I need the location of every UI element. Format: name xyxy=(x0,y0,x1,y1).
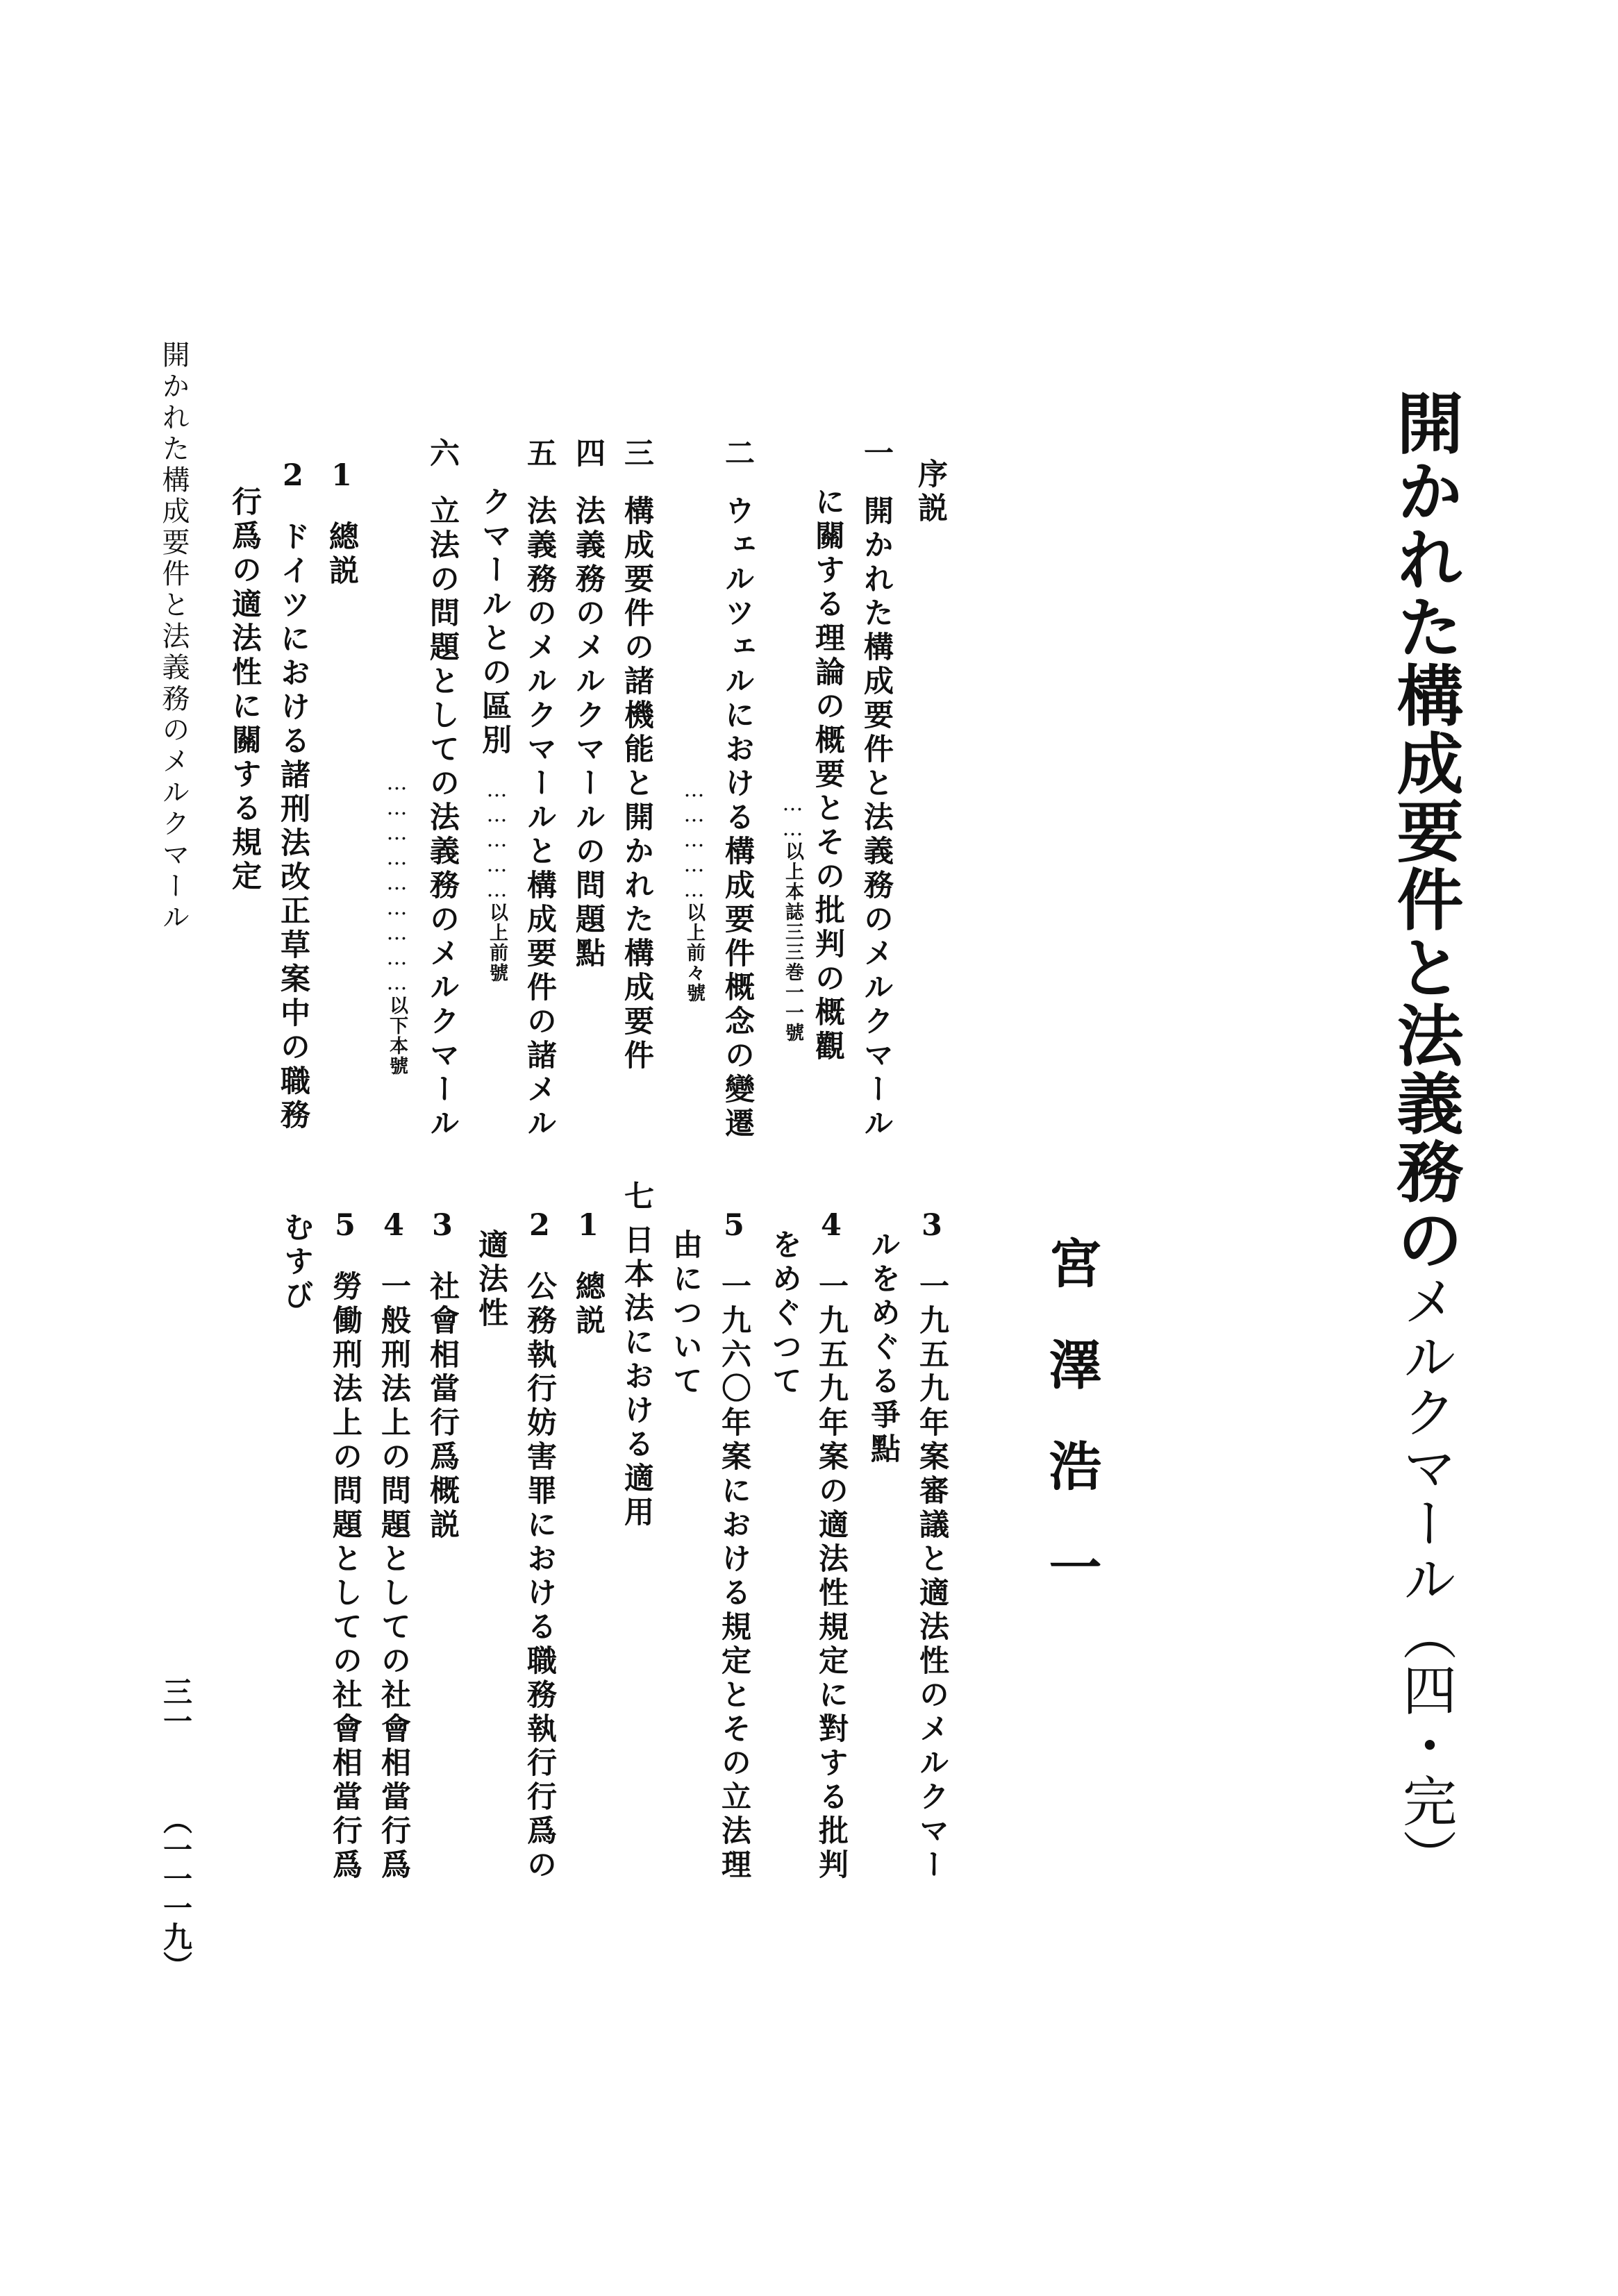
toc-ref: 以上前號 xyxy=(486,903,508,983)
toc-preface: 序説 xyxy=(913,458,948,526)
toc-subitem-7-3 xyxy=(425,1208,460,1543)
toc-subitem-1 xyxy=(324,458,359,589)
toc-subitem-7-1 xyxy=(571,1208,606,1339)
toc-item-2 xyxy=(720,437,755,1141)
toc-item-6-ref xyxy=(386,771,407,1076)
toc-subitem-2-cont: 行爲の適法性に關する規定 xyxy=(227,486,262,894)
toc-item-num: 五 xyxy=(522,437,557,471)
toc-leader: …………… xyxy=(682,778,706,903)
toc-item-text: 總説 xyxy=(324,521,359,589)
toc-item-5-cont: クマールとの區別 xyxy=(477,486,512,758)
toc-item-num: 四 xyxy=(571,437,606,471)
title-main: 開かれた構成要件と法義務の xyxy=(1386,389,1465,1273)
toc-item-num: 4 xyxy=(376,1208,411,1247)
toc-item-text: 一九五九年案審議と適法性のメルクマー xyxy=(915,1271,949,1883)
toc-item-text: 法義務のメルクマールと構成要件の諸メル xyxy=(522,495,557,1141)
toc-item-5 xyxy=(522,437,557,1141)
toc-item-num: 二 xyxy=(720,437,755,471)
toc-item-text: 日本法における適用 xyxy=(619,1224,654,1530)
toc-item-text: 一九六〇年案における規定とその立法理 xyxy=(717,1271,751,1883)
toc-item-text: 公務執行妨害罪における職務執行行爲の xyxy=(522,1271,557,1883)
toc-item-num: 2 xyxy=(522,1208,557,1247)
toc-item-5-ref xyxy=(486,778,507,983)
toc-item-num: 六 xyxy=(425,437,460,471)
toc-subitem-7-2-cont: 適法性 xyxy=(474,1229,508,1331)
toc-item-text: 法義務のメルクマールの問題點 xyxy=(571,495,606,971)
toc-subitem-7-4 xyxy=(376,1208,411,1883)
toc-item-2-ref xyxy=(683,778,704,1003)
toc-item-num: 3 xyxy=(915,1208,949,1247)
toc-item-text: 總説 xyxy=(571,1271,606,1339)
toc-item-num: 1 xyxy=(571,1208,606,1247)
toc-subitem-7-5 xyxy=(330,1208,360,1883)
toc-item-6 xyxy=(425,437,460,1141)
toc-item-text: ドイツにおける諸刑法改正草案中の職務 xyxy=(276,521,310,1133)
toc-item-text: 社會相當行爲概説 xyxy=(425,1271,460,1543)
toc-subitem-4-cont: をめぐつて xyxy=(767,1229,802,1399)
toc-item-num: 2 xyxy=(276,458,310,497)
toc-item-num: 1 xyxy=(324,458,359,497)
toc-item-3 xyxy=(619,437,654,1073)
toc-ref: 以下本號 xyxy=(386,996,408,1076)
toc-conclusion: むすび xyxy=(279,1212,314,1314)
toc-subitem-3 xyxy=(915,1208,949,1883)
toc-leader: …………… xyxy=(485,778,509,903)
toc-item-text: ウェルツェルにおける構成要件概念の變遷 xyxy=(720,495,755,1141)
toc-subitem-7-2 xyxy=(522,1208,557,1883)
toc-leader: ……………………… xyxy=(385,771,409,996)
toc-item-text: 立法の問題としての法義務のメルクマール xyxy=(425,495,460,1141)
toc-item-num: 3 xyxy=(425,1208,460,1247)
toc-subitem-5 xyxy=(719,1208,749,1883)
title-sub: メルクマール（四・完） xyxy=(1394,1273,1456,1884)
toc-item-4 xyxy=(571,437,606,971)
toc-item-num: 三 xyxy=(619,437,654,471)
toc-item-1-ref xyxy=(782,791,803,1043)
toc-item-num: 一 xyxy=(859,437,894,471)
page-number: 三一 xyxy=(159,1677,193,1735)
toc-ref: 以上本誌三三巻一一號 xyxy=(782,841,803,1043)
toc-item-text: 一般刑法上の問題としての社會相當行爲 xyxy=(376,1271,411,1883)
toc-item-7 xyxy=(619,1180,654,1530)
author-name: 宮澤浩一 xyxy=(1040,1236,1102,1641)
toc-item-text: 勞働刑法上の問題としての社會相當行爲 xyxy=(328,1271,362,1883)
toc-subitem-2 xyxy=(278,458,308,1133)
toc-item-text: 一九五九年案の適法性規定に對する批判 xyxy=(814,1271,849,1883)
cumulative-page-number: （一一一九） xyxy=(159,1805,193,1980)
toc-item-1-cont: に關する理論の概要とその批判の概觀 xyxy=(810,486,845,1064)
running-head: 開かれた構成要件と法義務のメルクマール xyxy=(158,340,190,934)
toc-item-num: 七 xyxy=(619,1180,654,1214)
toc-item-text: 構成要件の諸機能と開かれた構成要件 xyxy=(619,495,654,1073)
toc-item-num: 5 xyxy=(328,1208,362,1247)
toc-leader: …… xyxy=(781,791,805,841)
toc-subitem-3-cont: ルをめぐる爭點 xyxy=(866,1229,901,1467)
toc-subitem-4 xyxy=(814,1208,849,1883)
toc-item-text: 開かれた構成要件と法義務のメルクマール xyxy=(859,495,894,1141)
toc-item-num: 4 xyxy=(814,1208,849,1247)
toc-subitem-5-cont: 由について xyxy=(668,1229,703,1399)
toc-ref: 以上前々號 xyxy=(683,903,705,1003)
article-title xyxy=(1386,389,1465,1884)
toc-item-num: 5 xyxy=(717,1208,751,1247)
toc-item-1 xyxy=(859,437,894,1141)
